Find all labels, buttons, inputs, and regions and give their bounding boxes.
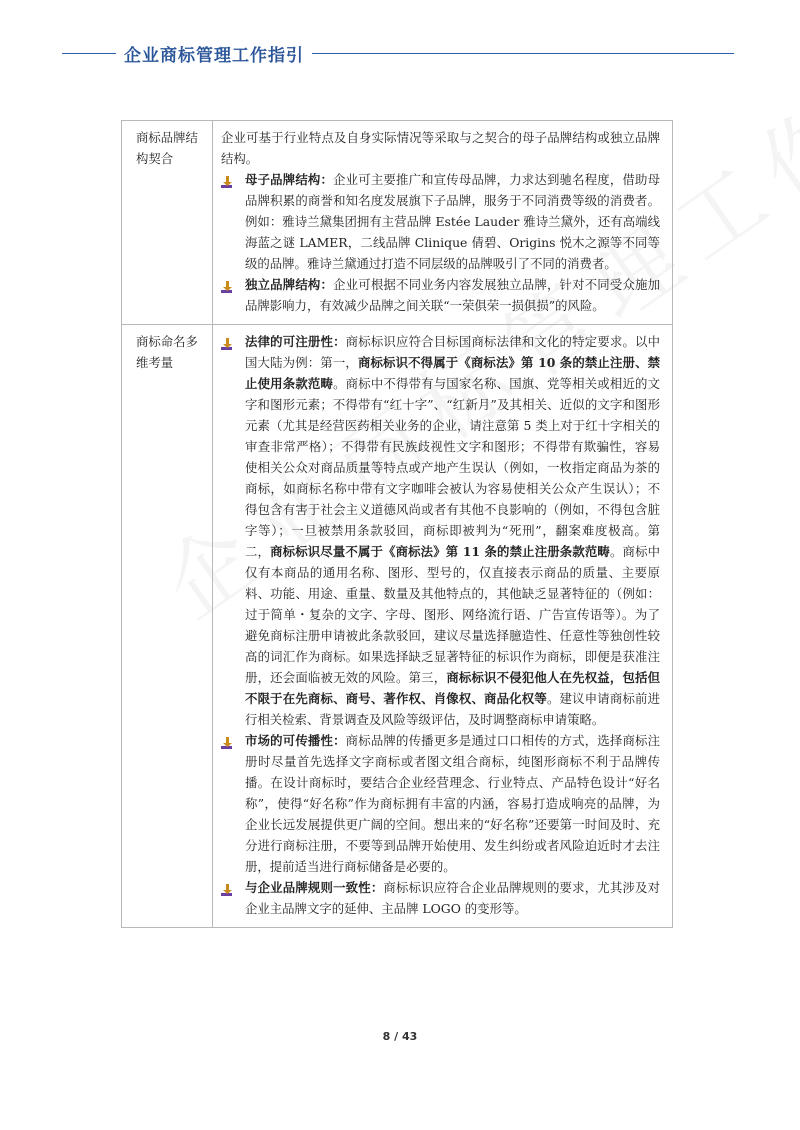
intro-text: 企业可基于行业特点及自身实际情况等采取与之契合的母子品牌结构或独立品牌结构。 — [221, 130, 660, 166]
bullet-emphasis: 商标标识不侵犯他人在先权益，包括但不限于在先商标、商号、著作权、肖像权、商品化权等 — [245, 670, 661, 706]
header-rule-right — [312, 53, 734, 54]
bullet-arrow-icon — [221, 169, 245, 195]
bullet-heading: 法律的可注册性： — [245, 334, 346, 349]
guideline-table — [121, 120, 673, 928]
list-item — [221, 169, 660, 274]
bullet-text: 。建议申请商标前进行相关检索、背景调查及风险等级评估，及时调整商标申请策略。 — [245, 691, 661, 727]
list-item — [221, 877, 660, 919]
bullet-text: 商标标识应符合目标国商标法律和文化的特定要求。以中国大陆为例：第一， — [245, 334, 661, 370]
document-title: 企业商标管理工作指引 — [124, 45, 304, 66]
table-row — [122, 325, 673, 928]
bullet-text: 商标标识应符合企业品牌规则的要求，尤其涉及对企业主品牌文字的延伸、主品牌 LOGO 的变形等。 — [245, 880, 661, 916]
bullet-heading: 母子品牌结构： — [245, 172, 334, 187]
list-item — [221, 730, 660, 877]
bullet-text: 商标品牌的传播更多是通过口口相传的方式，选择商标注册时尽量首先选择文字商标或者图文组合商标，纯图形商标不利于品牌传播。在设计商标时，要结合企业经营理念、行业特点、产品特色设计“好名称”，使得“好名称”作为商标拥有丰富的内涵，容易打造成响亮的品牌，为企业长远发展提供更广阔的空间。想出来的“好名称”还要第一时间及时、充分进行商标注册，不要等到品牌开始使用、发生纠纷或者风险迫近时才去注册，提前适当进行商标储备是必要的。 — [245, 733, 661, 874]
bullet-arrow-icon — [221, 730, 245, 756]
bullet-emphasis: 商标标识尽量不属于《商标法》第 11 条的禁止注册条款范畴 — [270, 544, 610, 559]
row-content — [213, 325, 673, 928]
bullet-heading: 市场的可传播性： — [245, 733, 346, 748]
page-header — [62, 38, 734, 68]
bullet-text: 。商标中不得带有与国家名称、国旗、党等相关或相近的文字和图形元素；不得带有“红十字”、“红新月”及其相关、近似的文字和图形元素（尤其是经营医药相关业务的企业，请注意第 5 类上对于红十字相关的审查非常严格）；不得带有民族歧视性文字和图形；不得带有欺骗性，容易使相关公众对商品质量等特点或产地产生误认（例如，一枚指定商品为茶的商标，如商标名称中带有文字咖啡会被认为容易使相关公众产生误认）；不得包含有害于社会主义道德风尚或者有其他不良影响的（例如，不得包含脏字等）；一旦被禁用条款驳回，商标即被判为“死刑”，翻案难度极高。第二， — [245, 376, 661, 559]
row-label: 商标品牌结构契合 — [122, 121, 213, 325]
bullet-arrow-icon — [221, 877, 245, 903]
header-rule-left — [62, 53, 116, 54]
bullet-heading: 独立品牌结构： — [245, 277, 334, 292]
bullet-arrow-icon — [221, 331, 245, 357]
bullet-emphasis: 商标标识不得属于《商标法》第 10 条的禁止注册、禁止使用条款范畴 — [245, 355, 661, 391]
bullet-text: 。商标中仅有本商品的通用名称、图形、型号的，仅直接表示商品的质量、主要原料、功能、用途、重量、数量及其他特点的，其他缺乏显著特征的（例如：过于简单・复杂的文字、字母、图形、网络流行语、广告宣传语等）。为了避免商标注册申请被此条款驳回，建议尽量选择臆造性、任意性等独创性较高的词汇作为商标。如果选择缺乏显著特征的标识作为商标，即便是获准注册，还会面临被无效的风险。第三， — [245, 544, 661, 685]
list-item — [221, 331, 660, 730]
bullet-arrow-icon — [221, 274, 245, 300]
bullet-heading: 与企业品牌规则一致性： — [245, 880, 384, 895]
table-row — [122, 121, 673, 325]
row-content — [213, 121, 673, 325]
page-number: 8 / 43 — [382, 1030, 418, 1043]
bullet-text: 企业可根据不同业务内容发展独立品牌，针对不同受众施加品牌影响力，有效减少品牌之间关联“一荣俱荣一损俱损”的风险。 — [245, 277, 661, 313]
bullet-text: 企业可主要推广和宣传母品牌，力求达到驰名程度，借助母品牌积累的商誉和知名度发展旗下子品牌，服务于不同消费等级的消费者。例如：雅诗兰黛集团拥有主营品牌 Estée Lauder 雅诗兰黛外，还有高端线海蓝之谜 LAMER，二线品牌 Clinique 倩碧、Origins 悦木之源等不同等级的品牌。雅诗兰黛通过打造不同层级的品牌吸引了不同的消费者。 — [245, 172, 661, 271]
list-item — [221, 274, 660, 316]
row-label: 商标命名多维考量 — [122, 325, 213, 928]
